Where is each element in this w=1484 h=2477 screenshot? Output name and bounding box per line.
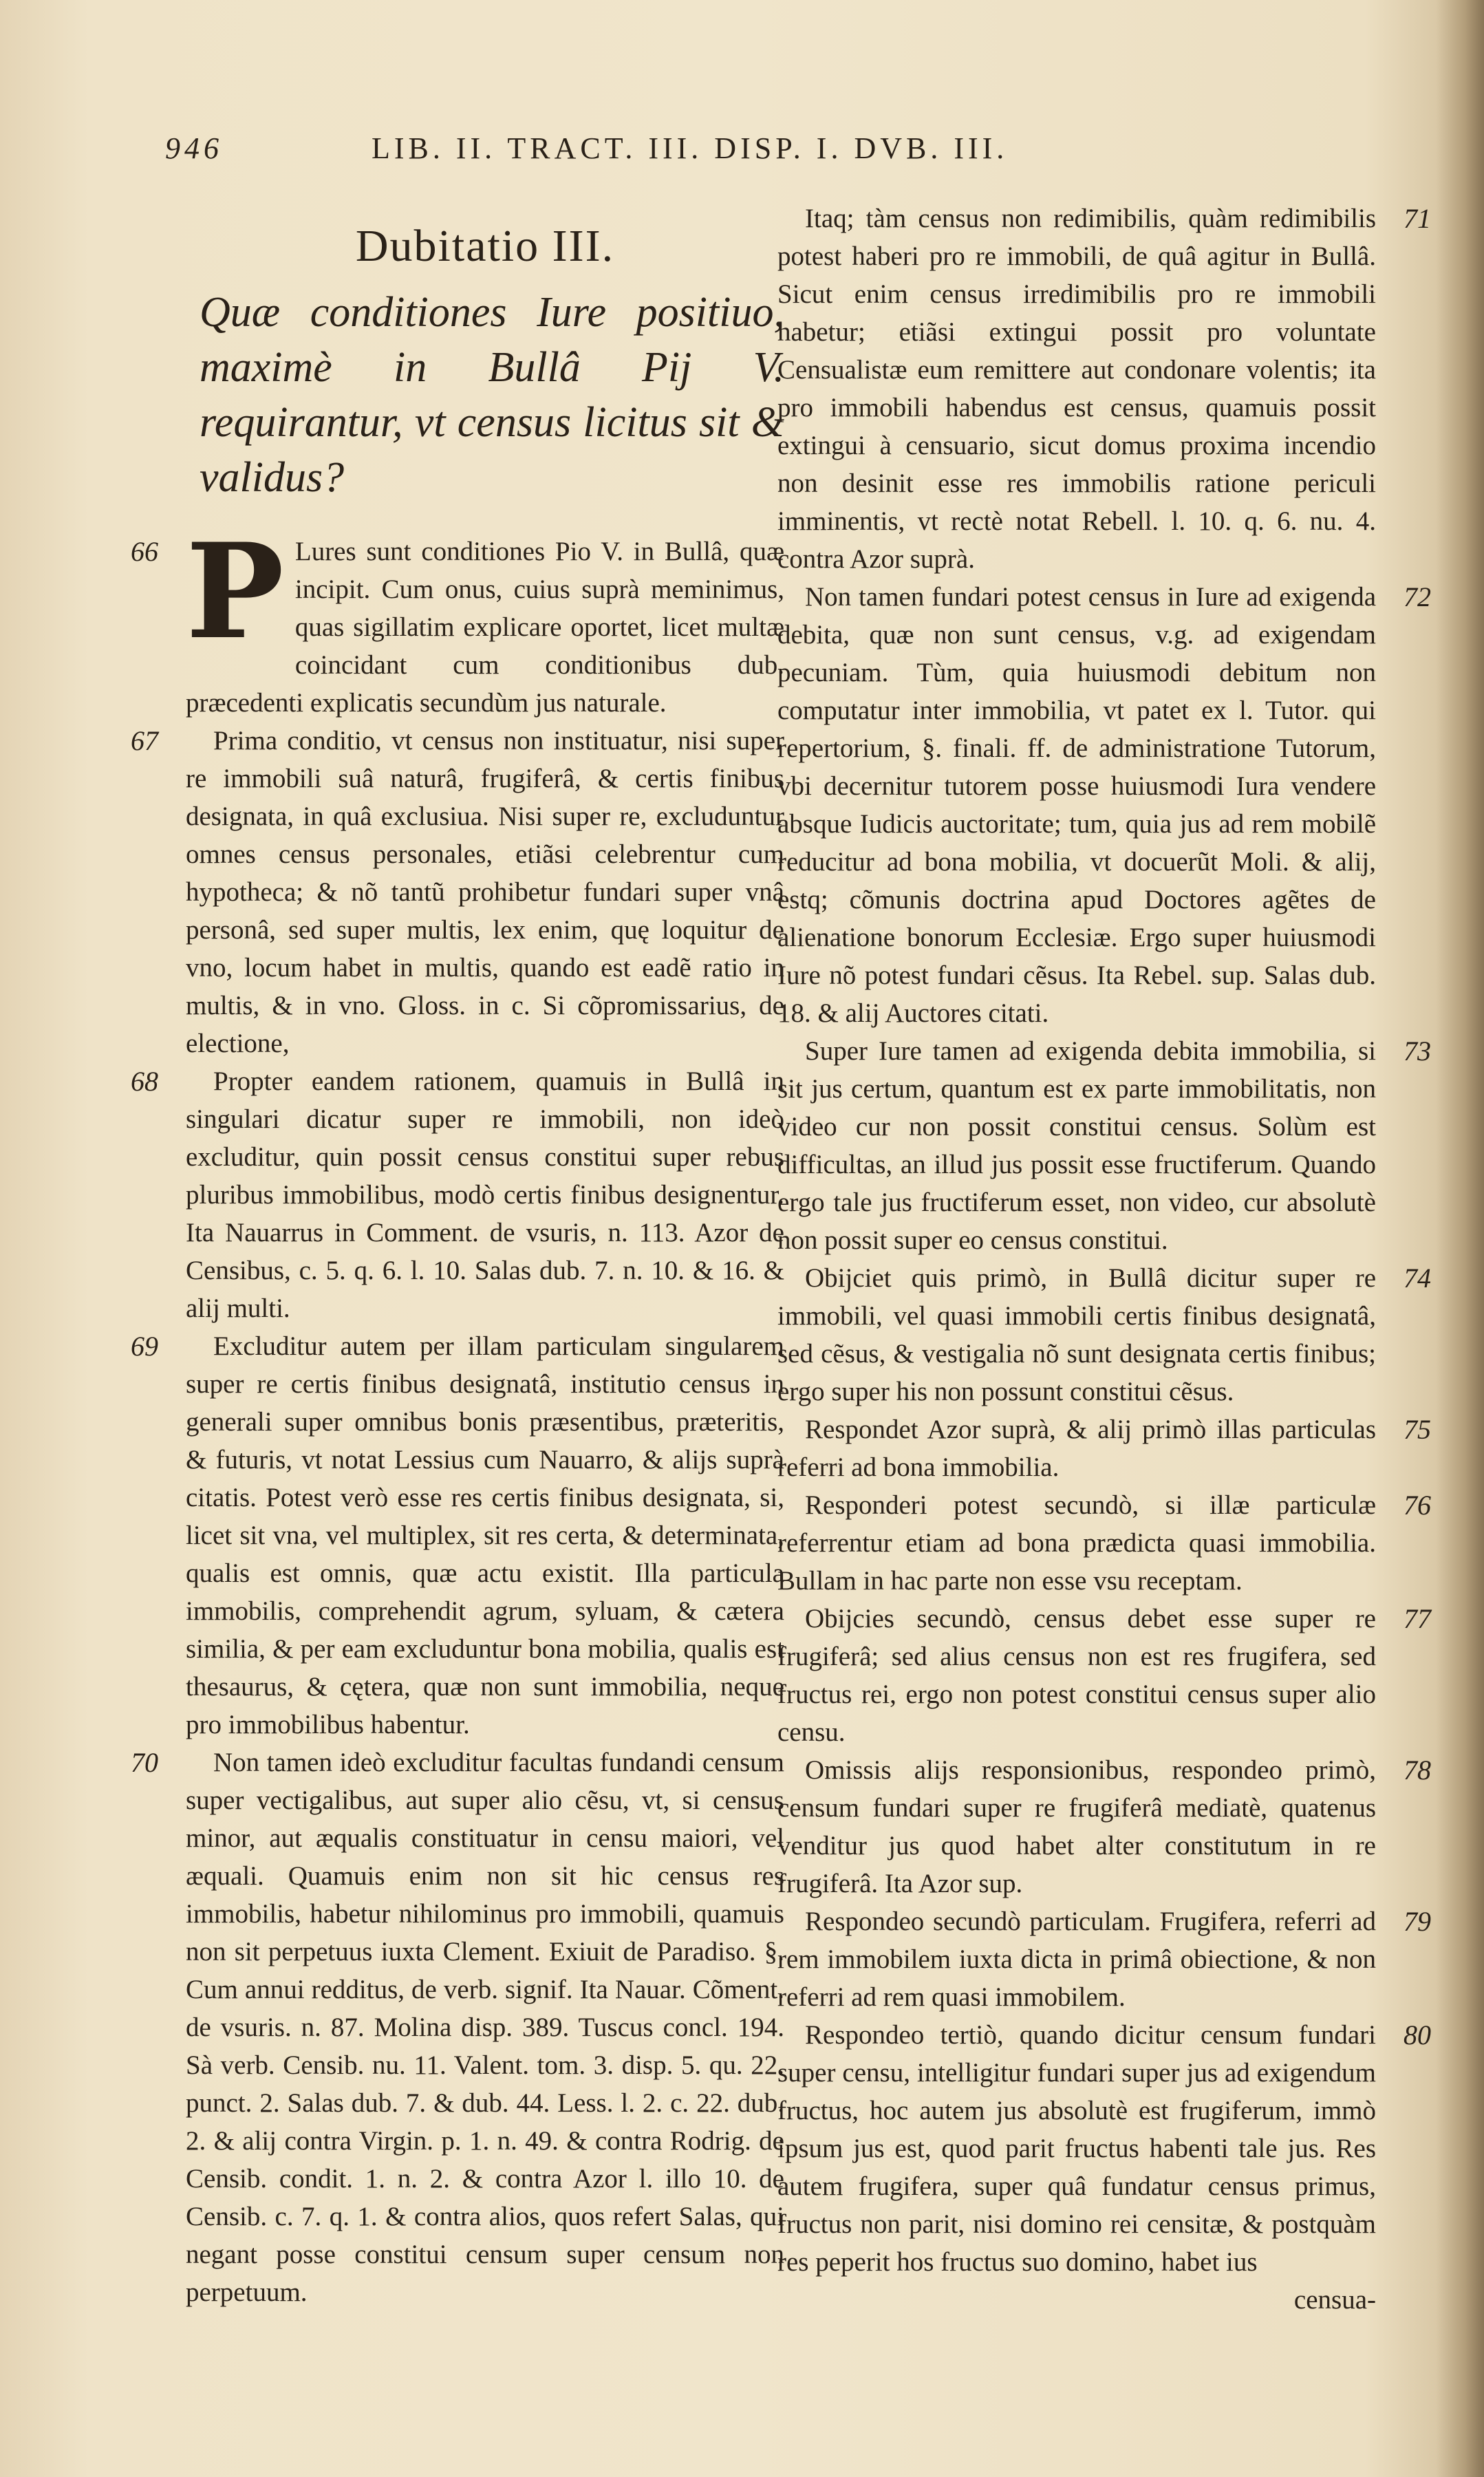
page-edge-shadow (1436, 0, 1484, 2477)
paragraph-text: Obijciet quis primò, in Bullâ dicitur super re immobili, vel quasi immobili certis finibus designatâ, sed cẽsus, & vestigalia nõ sunt designata certis finibus; ergo super his non possunt constitui cẽsus. (777, 1263, 1376, 1406)
paragraph-73 (777, 1032, 1431, 1259)
dubitatio-question: Quæ conditiones Iure positiuo, maximè in Bullâ Pij V. requirantur, vt census licitus sit & validus? (200, 289, 784, 501)
paragraph-74 (777, 1259, 1431, 1411)
running-title: LIB. II. TRACT. III. DISP. I. DVB. III. (372, 131, 1009, 165)
margin-number: 68 (131, 1066, 158, 1097)
paragraph-76 (777, 1486, 1431, 1600)
margin-number: 66 (131, 536, 158, 567)
margin-number: 79 (1404, 1906, 1431, 1937)
margin-number: 75 (1404, 1414, 1431, 1445)
paragraph-77 (777, 1600, 1431, 1751)
margin-number: 72 (1404, 581, 1431, 612)
margin-number: 80 (1404, 2019, 1431, 2050)
catchword: censua- (1293, 2285, 1376, 2315)
left-column (131, 200, 784, 2311)
paragraph-71 (777, 200, 1431, 578)
paragraph-text: Respondeo tertiò, quando dicitur censum fundari super censu, intelligitur fundari super jus ad exigendum fructus, hoc autem jus absolutè est frugiferum, immò ipsum jus est, quod parit fructus habenti tale jus. Res autem frugifera, super quâ fundatur census primus, fructus non parit, nisi domino rei censitæ, & postquàm res peperit hos fructus suo domino, habet ius (777, 2020, 1376, 2277)
margin-number: 71 (1404, 203, 1431, 234)
paragraph-text: Propter eandem rationem, quamuis in Bullâ in singulari dicatur super re immobili, non ideò excluditur, quin possit census constitui super rebus pluribus immobilibus, modò certis finibus designentur. Ita Nauarrus in Comment. de vsuris, n. 113. Azor de Censibus, c. 5. q. 6. l. 10. Salas dub. 7. n. 10. & 16. & alij multi. (186, 1066, 784, 1323)
paragraph-text: Respondet Azor suprà, & alij primò illas particulas referri ad bona immobilia. (777, 1415, 1376, 1482)
margin-number: 70 (131, 1747, 158, 1778)
margin-number: 77 (1404, 1603, 1431, 1634)
paragraph-text: Non tamen ideò excluditur facultas fundandi censum super vectigalibus, aut super alio cẽsu, vt, si census minor, aut æqualis constituatur in censu maiori, vel æquali. Quamuis enim non sit hic census res immobilis, habetur nihilominus pro immobili, quamuis non sit perpetuus iuxta Clement. Exiuit de Paradiso. §. Cum annui redditus, de verb. signif. Ita Nauar. Cõment. de vsuris. n. 87. Molina disp. 389. Tuscus concl. 194. Sà verb. Censib. nu. 11. Valent. tom. 3. disp. 5. qu. 22. punct. 2. Salas dub. 7. & dub. 44. Less. l. 2. c. 22. dub. 2. & alij contra Virgin. p. 1. n. 49. & contra Rodrig. de Censib. condit. 1. n. 2. & contra Azor l. illo 10. de Censib. c. 7. q. 1. & contra alios, quos refert Salas, qui negant posse constitui censum super censum non perpetuum. (186, 1748, 784, 2307)
right-column (777, 200, 1431, 2319)
page-number: 946 (165, 131, 223, 165)
paragraph-text: Super Iure tamen ad exigenda debita immobilia, si sit jus certum, quantum est ex parte immobilitatis, non video cur non possit constitui census. Solùm est difficultas, an illud jus possit esse fructiferum. Quando ergo tale jus fructiferum esset, non video, cur absolutè non possit super eo census constitui. (777, 1036, 1376, 1255)
paragraph-75 (777, 1411, 1431, 1486)
paragraph-text: Respondeo secundò particulam. Frugifera, referri ad rem immobilem iuxta dicta in primâ obiectione, & non referri ad rem quasi immobilem. (777, 1907, 1376, 2012)
dubitatio-title: Dubitatio III. (355, 221, 615, 271)
paragraph-67 (131, 722, 784, 1062)
paragraph-68 (131, 1062, 784, 1327)
margin-number: 67 (131, 725, 158, 756)
margin-number: 74 (1404, 1263, 1431, 1294)
paragraph-66 (131, 515, 784, 722)
paragraph-text: Prima conditio, vt census non instituatur, nisi super re immobili suâ naturâ, frugiferâ, & certis finibus designata, in quâ exclusiua. Nisi super re, excluduntur omnes census personales, etiãsi celebrentur cum hypotheca; & nõ tantũ prohibetur fundari super vnâ personâ, sed super multis, lex enim, quę loquitur de vno, locum habet in multis, quando est eadẽ ratio in multis, & in vno. Gloss. in c. Si cõpromissarius, de electione, (186, 726, 784, 1058)
margin-number: 73 (1404, 1036, 1431, 1066)
paragraph-text: Responderi potest secundò, si illæ particulæ referrentur etiam ad bona prædicta quasi immobilia. Bullam in hac parte non esse vsu receptam. (777, 1490, 1376, 1596)
margin-number: 76 (1404, 1490, 1431, 1521)
paragraph-text: Itaq; tàm census non redimibilis, quàm redimibilis potest haberi pro re immobili, de quâ agitur in Bullâ. Sicut enim census irredimibilis pro re immobili habetur; etiãsi extingui possit pro voluntate Censualistæ eum remittere aut condonare volentis; ita pro immobili habendus est census, quamuis possit extingui à censuario, sicut domus proxima incendio non desinit esse res immobilis ratione periculi imminentis, vt rectè notat Rebell. l. 10. q. 6. nu. 4. contra Azor suprà. (777, 204, 1376, 574)
margin-number: 69 (131, 1331, 158, 1362)
running-header (165, 131, 1348, 179)
paragraph-72 (777, 578, 1431, 1032)
paragraph-69 (131, 1327, 784, 1744)
paragraph-70 (131, 1744, 784, 2311)
margin-number: 78 (1404, 1755, 1431, 1786)
paragraph-text: Omissis alijs responsionibus, respondeo primò, censum fundari super re frugiferâ mediatè, quatenus venditur jus quod habet alter constitutum in re frugiferâ. Ita Azor sup. (777, 1755, 1376, 1898)
paragraph-text: Lures sunt conditiones Pio V. in Bullâ, quæ incipit. Cum onus, cuius suprà meminimus, quas sigillatim explicare oportet, licet multæ coincidant cum conditionibus dub. præcedenti explicatis secundùm jus naturale. (186, 537, 784, 718)
paragraph-text: Excluditur autem per illam particulam singularem super re certis finibus designatâ, institutio census in generali super omnibus bonis præsentibus, præteritis, & futuris, vt notat Lessius cum Nauarro, & alijs suprà citatis. Potest verò esse res certis finibus designata, si, licet sit vna, vel multiplex, sit res certa, & determinata, qualis est omnis, quæ actu existit. Illa particula immobilis, comprehendit agrum, syluam, & cætera similia, & per eam excluduntur bona mobilia, qualis est thesaurus, & cętera, quæ non sunt immobilia, neque pro immobilibus habentur. (186, 1331, 784, 1739)
drop-cap: P (186, 515, 284, 668)
paragraph-80 (777, 2016, 1431, 2281)
paragraph-78 (777, 1751, 1431, 1902)
paragraph-text: Non tamen fundari potest census in Iure ad exigenda debita, quæ non sunt census, v.g. ad exigendam pecuniam. Tùm, quia huiusmodi debitum non computatur inter immobilia, vt patet ex l. Tutor. qui repertorium, §. finali. ff. de administratione Tutorum, vbi decernitur tutorem posse huiusmodi Iura vendere absque Iudicis auctoritate; tum, quia jus ad rem mobilẽ reducitur ad bona mobilia, vt docuerũt Moli. & alij, estq; cõmunis doctrina apud Doctores agẽtes de alienatione bonorum Ecclesiæ. Ergo super huiusmodi Iure nõ potest fundari cẽsus. Ita Rebel. sup. Salas dub. 18. & alij Auctores citati. (777, 582, 1376, 1028)
paragraph-text: Obijcies secundò, census debet esse super re frugiferâ; sed alius census non est res frugifera, sed fructus rei, ergo non potest constitui census super alio censu. (777, 1604, 1376, 1747)
paragraph-79 (777, 1902, 1431, 2016)
